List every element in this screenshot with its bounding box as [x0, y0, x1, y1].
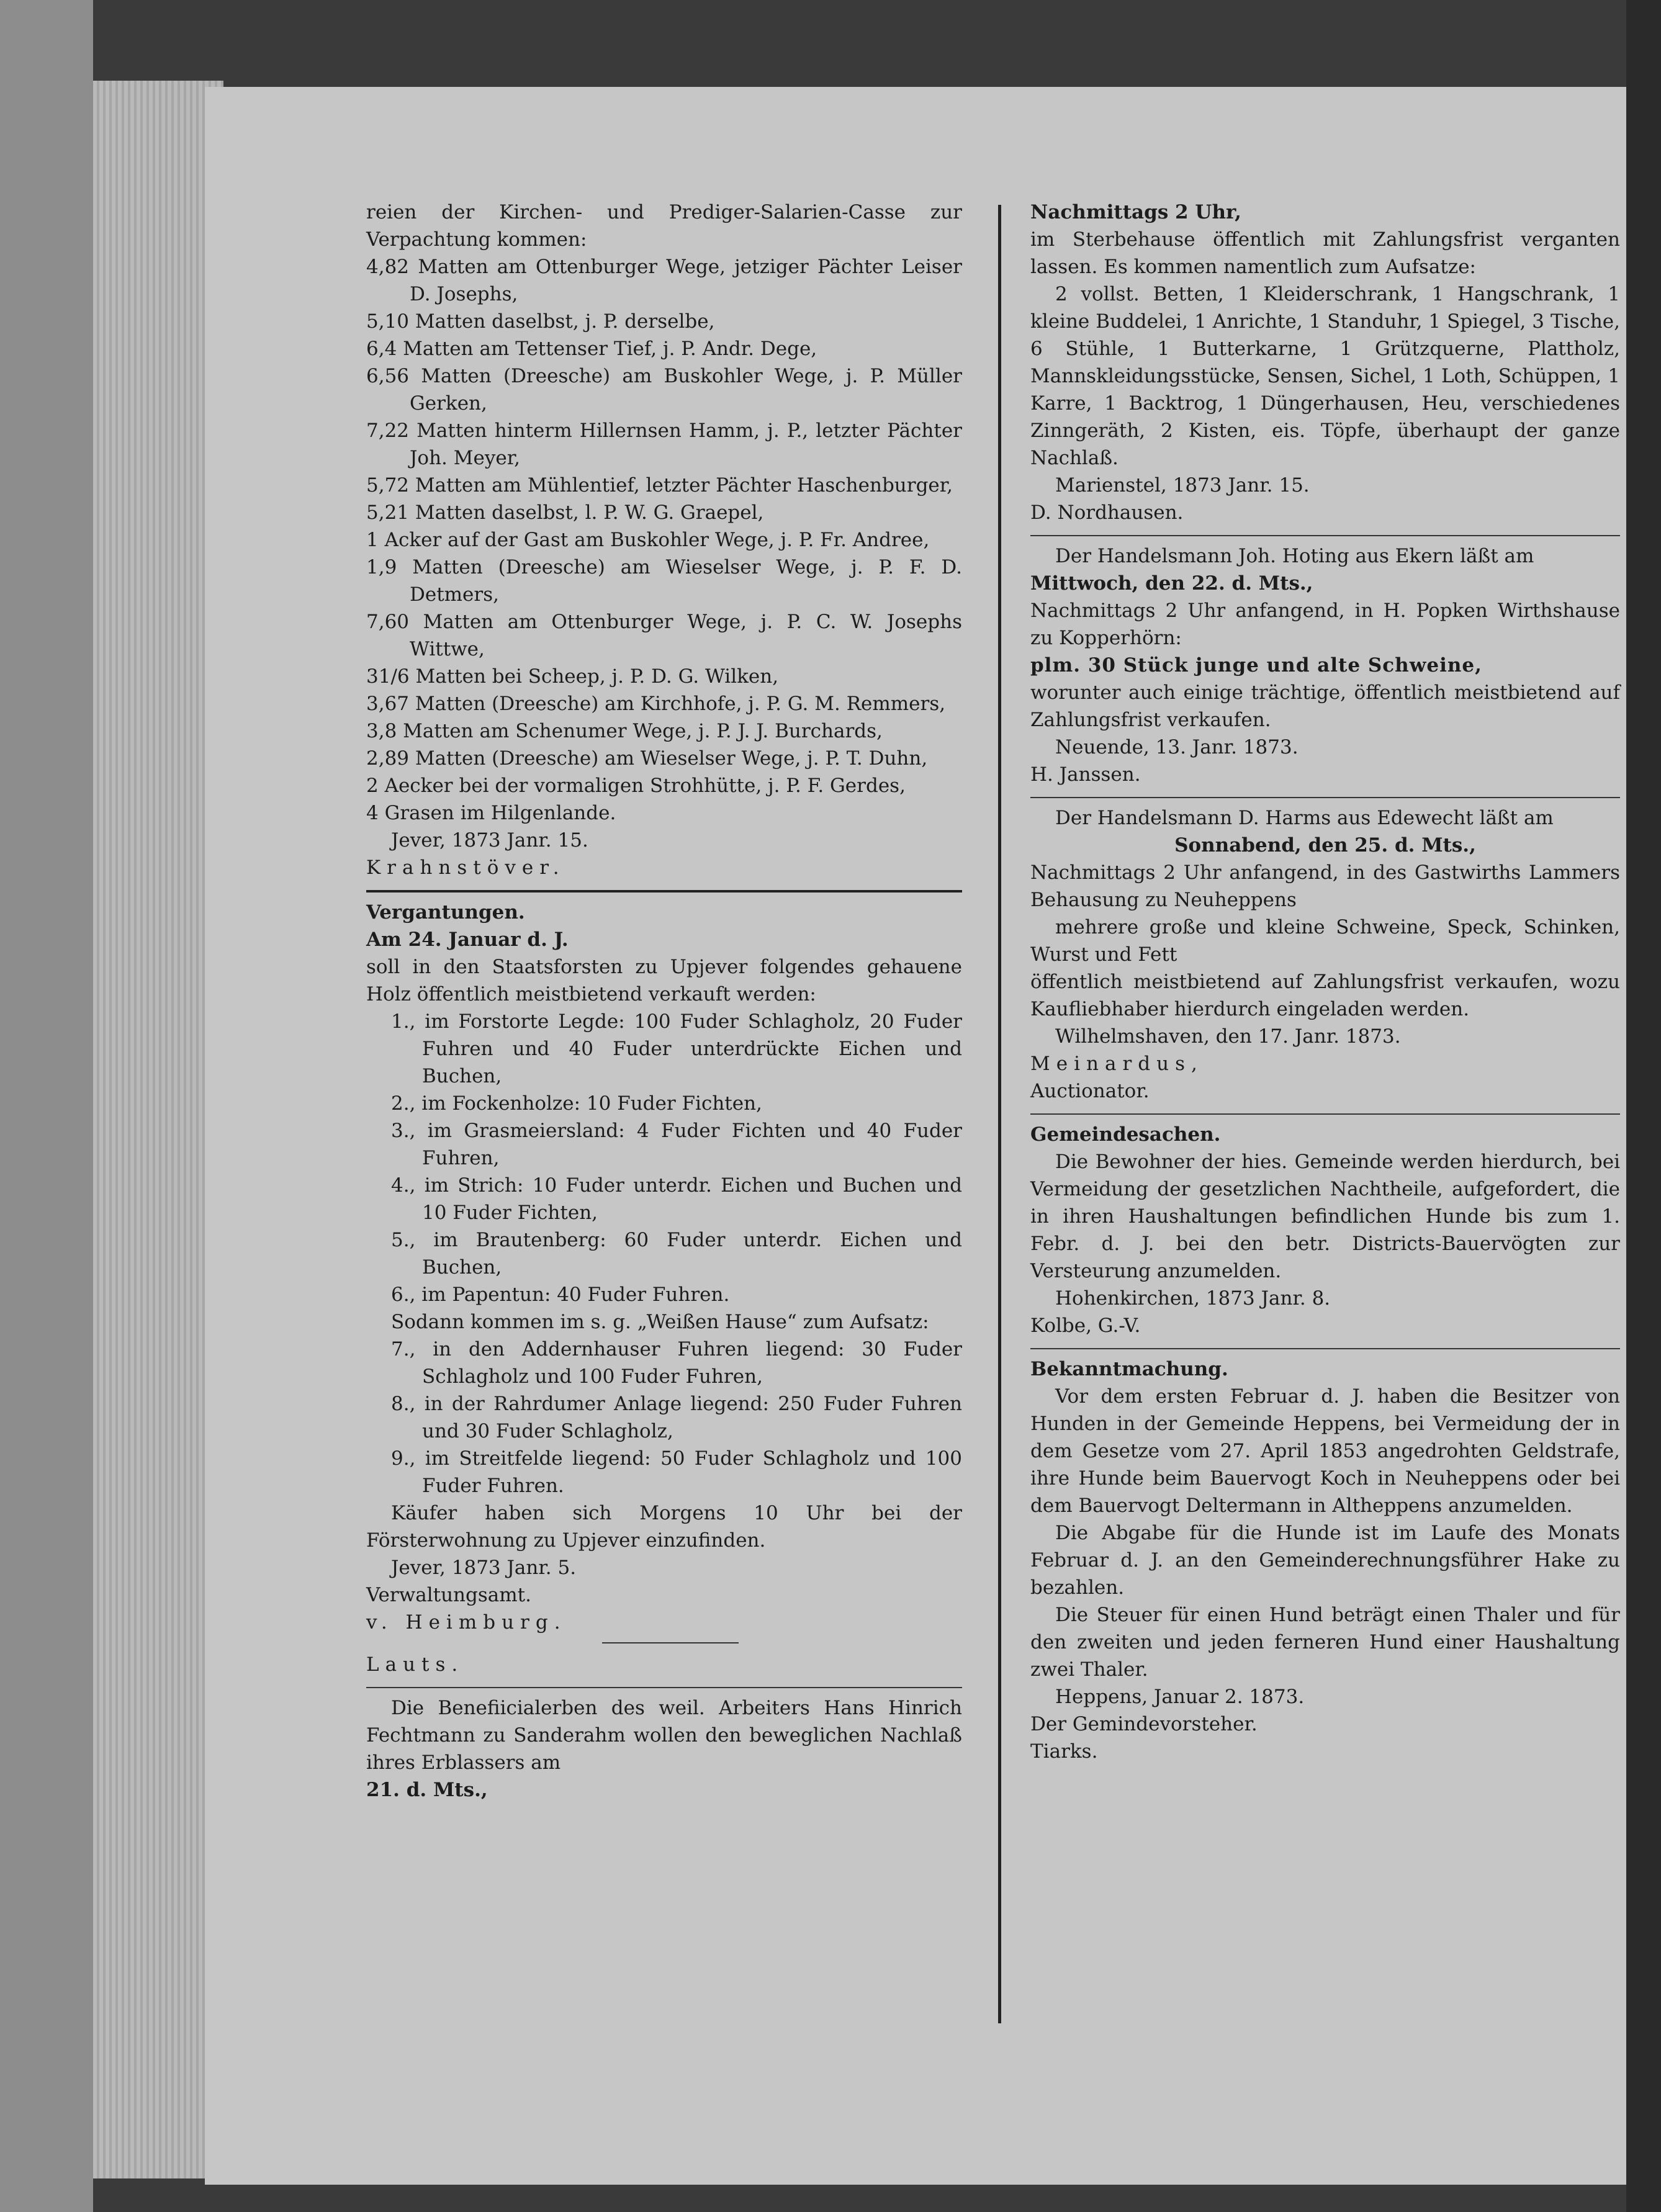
wood-item: 8., in der Rahrdumer Anlage liegend: 250 Fuder Fuhren und 30 Fuder Schlagholz,: [391, 1393, 962, 1442]
harms-items: mehrere große und kleine Schweine, Speck, Schinken, Wurst und Fett: [1030, 916, 1620, 966]
wood-item: 4., im Strich: 10 Fuder unterdr. Eichen und Buchen und 10 Fuder Fichten,: [391, 1174, 962, 1224]
lease-item: 1,9 Matten (Dreesche) am Wieselser Wege, j. P. F. D. Detmers,: [366, 556, 962, 606]
signature: Krahnstöver.: [366, 856, 565, 879]
wood-item: 1., im Forstorte Legde: 100 Fuder Schlagholz, 20 Fuder Fuhren und 40 Fuder unterdrückte Eichen und Buchen,: [391, 1010, 962, 1087]
estate-date: 21. d. Mts.,: [366, 1779, 488, 1801]
harms-more: öffentlich meistbietend auf Zahlungsfrist verkaufen, wozu Kaufliebhaber hierdurch eingeladen werden.: [1030, 971, 1620, 1020]
signature: Tiarks.: [1030, 1740, 1098, 1763]
section-rule: [1030, 1348, 1620, 1349]
right-column: [1030, 199, 1620, 1765]
signature: D. Nordhausen.: [1030, 501, 1184, 524]
gemeinde-text: Die Bewohner der hies. Gemeinde werden hierdurch, bei Vermeidung der gesetzlichen Nachtheile, aufgefordert, die in ihren Haushaltungen befindlichen Hunde bis zum 1. Febr. d. J. bei den betr. Districts-Bauervögten zur Versteurung anzumelden.: [1030, 1151, 1620, 1282]
dateline: Hohenkirchen, 1873 Janr. 8.: [1055, 1287, 1331, 1310]
section-rule: [366, 890, 962, 892]
section-rule: [1030, 1113, 1620, 1115]
wood-item: 5., im Brautenberg: 60 Fuder unterdr. Eichen und Buchen,: [391, 1229, 962, 1279]
harms-date: Sonnabend, den 25. d. Mts.,: [1174, 834, 1476, 856]
lease-list: [366, 253, 962, 827]
office-name: Verwaltungsamt.: [366, 1584, 531, 1606]
estate-sale-text: im Sterbehause öffentlich mit Zahlungsfrist verganten lassen. Es kommen namentlich zum Aufsatze:: [1030, 228, 1620, 278]
signature: H. Janssen.: [1030, 763, 1141, 786]
auction-time: Nachmittags 2 Uhr,: [1030, 201, 1241, 223]
auction-note: Sodann kommen im s. g. „Weißen Hause“ zum Aufsatz:: [391, 1311, 929, 1333]
buyer-note: Käufer haben sich Morgens 10 Uhr bei der Försterwohnung zu Upjever einzufinden.: [366, 1502, 962, 1552]
hoting-text: Nachmittags 2 Uhr anfangend, in H. Popken Wirthshause zu Kopperhörn:: [1030, 600, 1620, 649]
dateline: Jever, 1873 Janr. 5.: [391, 1557, 577, 1579]
dateline: Heppens, Januar 2. 1873.: [1055, 1686, 1305, 1708]
page-stack-edge: [93, 81, 223, 2178]
hoting-intro: Der Handelsmann Joh. Hoting aus Ekern läßt am: [1055, 545, 1534, 567]
scan-background: [0, 0, 93, 2212]
lease-item: 2 Aecker bei der vormaligen Strohhütte, j. P. F. Gerdes,: [366, 775, 906, 797]
lease-item: 2,89 Matten (Dreesche) am Wieselser Wege, j. P. T. Duhn,: [366, 747, 928, 770]
dateline: Jever, 1873 Janr. 15.: [391, 829, 588, 852]
harms-text: Nachmittags 2 Uhr anfangend, in des Gastwirths Lammers Behausung zu Neuheppens: [1030, 861, 1620, 911]
dateline: Marienstel, 1873 Janr. 15.: [1055, 474, 1310, 497]
dateline: Neuende, 13. Janr. 1873.: [1055, 736, 1299, 758]
section-heading: Gemeindesachen.: [1030, 1123, 1221, 1146]
estate-notice: Die Benefiicialerben des weil. Arbeiters Hans Hinrich Fechtmann zu Sanderahm wollen den beweglichen Nachlaß ihres Erblassers am: [366, 1697, 962, 1774]
wood-item: 6., im Papentun: 40 Fuder Fuhren.: [391, 1284, 730, 1306]
lease-intro: reien der Kirchen- und Prediger-Salarien-Casse zur Verpachtung kommen:: [366, 201, 962, 251]
dateline: Wilhelmshaven, den 17. Janr. 1873.: [1055, 1025, 1401, 1048]
auction-intro: soll in den Staatsforsten zu Upjever folgendes gehauene Holz öffentlich meistbietend verkauft werden:: [366, 956, 962, 1005]
estate-sale-items: 2 vollst. Betten, 1 Kleiderschrank, 1 Hangschrank, 1 kleine Buddelei, 1 Anrichte, 1 Standuhr, 1 Spiegel, 3 Tische, 6 Stühle, 1 Butterkarne, 1 Grützquerne, Plattholz, Mannskleidungsstücke, Sensen, Sichel, 1 Loth, Schüppen, 1 Karre, 1 Backtrog, 1 Düngerhausen, Heu, verschiedenes Zinngeräth, 2 Kisten, eis. Töpfe, überhaupt der ganze Nachlaß.: [1030, 283, 1620, 469]
lease-item: 6,56 Matten (Dreesche) am Buskohler Wege, j. P. Müller Gerken,: [366, 365, 962, 415]
auction-date-heading: Am 24. Januar d. J.: [366, 928, 569, 951]
lease-item: 5,10 Matten daselbst, j. P. derselbe,: [366, 310, 715, 333]
short-rule: [602, 1642, 739, 1643]
lease-item: 7,22 Matten hinterm Hillernsen Hamm, j. P., letzter Pächter Joh. Meyer,: [366, 420, 962, 469]
notice-paragraph: Die Abgabe für die Hunde ist im Laufe des Monats Februar d. J. an den Gemeinderechnungsführer Hake zu bezahlen.: [1030, 1522, 1620, 1599]
section-rule: [1030, 535, 1620, 536]
wood-item: 9., im Streitfelde liegend: 50 Fuder Schlagholz und 100 Fuder Fuhren.: [391, 1447, 962, 1497]
left-column: [366, 199, 962, 1804]
section-heading: Bekanntmachung.: [1030, 1358, 1228, 1380]
hoting-date: Mittwoch, den 22. d. Mts.,: [1030, 572, 1313, 595]
signature-title: Der Gemindevorsteher.: [1030, 1713, 1258, 1735]
lease-item: 4,82 Matten am Ottenburger Wege, jetziger Pächter Leiser D. Josephs,: [366, 256, 962, 305]
lease-item: 3,8 Matten am Schenumer Wege, j. P. J. J. Burchards,: [366, 720, 883, 742]
scan-edge-right: [1626, 0, 1661, 2212]
section-rule: [366, 1687, 962, 1688]
wood-item: 2., im Fockenholze: 10 Fuder Fichten,: [391, 1092, 762, 1115]
lease-item: 1 Acker auf der Gast am Buskohler Wege, j. P. Fr. Andree,: [366, 529, 930, 551]
wood-item: 7., in den Addernhauser Fuhren liegend: 30 Fuder Schlagholz und 100 Fuder Fuhren,: [391, 1338, 962, 1388]
hoting-more: worunter auch einige trächtige, öffentlich meistbietend auf Zahlungsfrist verkaufen.: [1030, 681, 1620, 731]
section-heading: Vergantungen.: [366, 901, 525, 924]
lease-item: 5,21 Matten daselbst, l. P. W. G. Graepel,: [366, 501, 764, 524]
harms-intro: Der Handelsmann D. Harms aus Edewecht läßt am: [1055, 807, 1554, 829]
signature-title: Auctionator.: [1030, 1080, 1150, 1102]
lease-item: 3,67 Matten (Dreesche) am Kirchhofe, j. P. G. M. Remmers,: [366, 693, 946, 715]
lease-item: 7,60 Matten am Ottenburger Wege, j. P. C. W. Josephs Wittwe,: [366, 611, 962, 660]
signature: Kolbe, G.-V.: [1030, 1315, 1141, 1337]
lease-item: 6,4 Matten am Tettenser Tief, j. P. Andr. Dege,: [366, 338, 817, 360]
lease-item: 4 Grasen im Hilgenlande.: [366, 802, 616, 824]
lease-item: 5,72 Matten am Mühlentief, letzter Pächter Haschenburger,: [366, 474, 953, 497]
signature: v. Heimburg.: [366, 1611, 567, 1634]
notice-paragraph: Vor dem ersten Februar d. J. haben die Besitzer von Hunden in der Gemeinde Heppens, bei Vermeidung der in dem Gesetze vom 27. April 1853 angedrohten Geldstrafe, ihre Hunde beim Bauervogt Koch in Neuheppens oder bei dem Bauervogt Deltermann in Altheppens anzumelden.: [1030, 1385, 1620, 1517]
hoting-headline: plm. 30 Stück junge und alte Schweine,: [1030, 654, 1482, 677]
notice-paragraph: Die Steuer für einen Hund beträgt einen Thaler und für den zweiten und jeden ferneren Hund einer Haushaltung zwei Thaler.: [1030, 1604, 1620, 1681]
section-rule: [1030, 797, 1620, 798]
signature: Meinardus,: [1030, 1053, 1204, 1075]
lease-item: 31/6 Matten bei Scheep, j. P. D. G. Wilken,: [366, 665, 779, 688]
column-divider: [998, 205, 1001, 2023]
wood-item: 3., im Grasmeiersland: 4 Fuder Fichten und 40 Fuder Fuhren,: [391, 1120, 962, 1169]
signature: Lauts.: [366, 1653, 464, 1676]
